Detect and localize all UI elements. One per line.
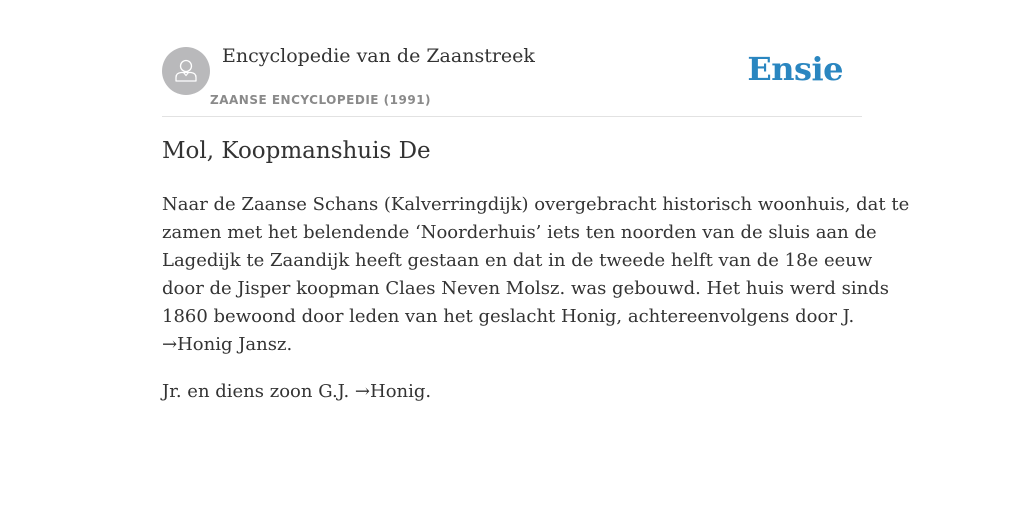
paragraph-line: Lagedijk te Zaandijk heeft gestaan en dat in de tweede helft van de 18e eeuw — [162, 250, 873, 271]
encyclopedia-title-link[interactable]: Encyclopedie van de Zaanstreek — [222, 45, 535, 67]
paragraph-line: zamen met het belendende ‘Noorderhuis’ iets ten noorden van de sluis aan de — [162, 222, 877, 243]
article-paragraph-2 — [162, 378, 862, 406]
article-title: Mol, Koopmanshuis De — [162, 138, 431, 164]
paragraph-line-with-honig-link[interactable]: Jr. en diens zoon G.J. →Honig. — [162, 381, 432, 402]
ensie-logo-link[interactable]: Ensie — [747, 50, 843, 88]
paragraph-line: Naar de Zaanse Schans (Kalverringdijk) overgebracht historisch woonhuis, dat te — [162, 194, 910, 215]
paragraph-line: 1860 bewoond door leden van het geslacht Honig, achtereenvolgens door J. — [162, 306, 855, 327]
encyclopedia-header — [162, 44, 862, 117]
encyclopedia-subtitle: ZAANSE ENCYCLOPEDIE (1991) — [210, 93, 432, 107]
article-paragraph-1 — [162, 191, 910, 359]
avatar[interactable] — [162, 47, 210, 95]
paragraph-line: door de Jisper koopman Claes Neven Molsz. was gebouwd. Het huis werd sinds — [162, 278, 890, 299]
paragraph-line-with-honig-link[interactable]: →Honig Jansz. — [162, 334, 293, 355]
article-body — [162, 191, 910, 425]
user-icon — [171, 56, 201, 86]
